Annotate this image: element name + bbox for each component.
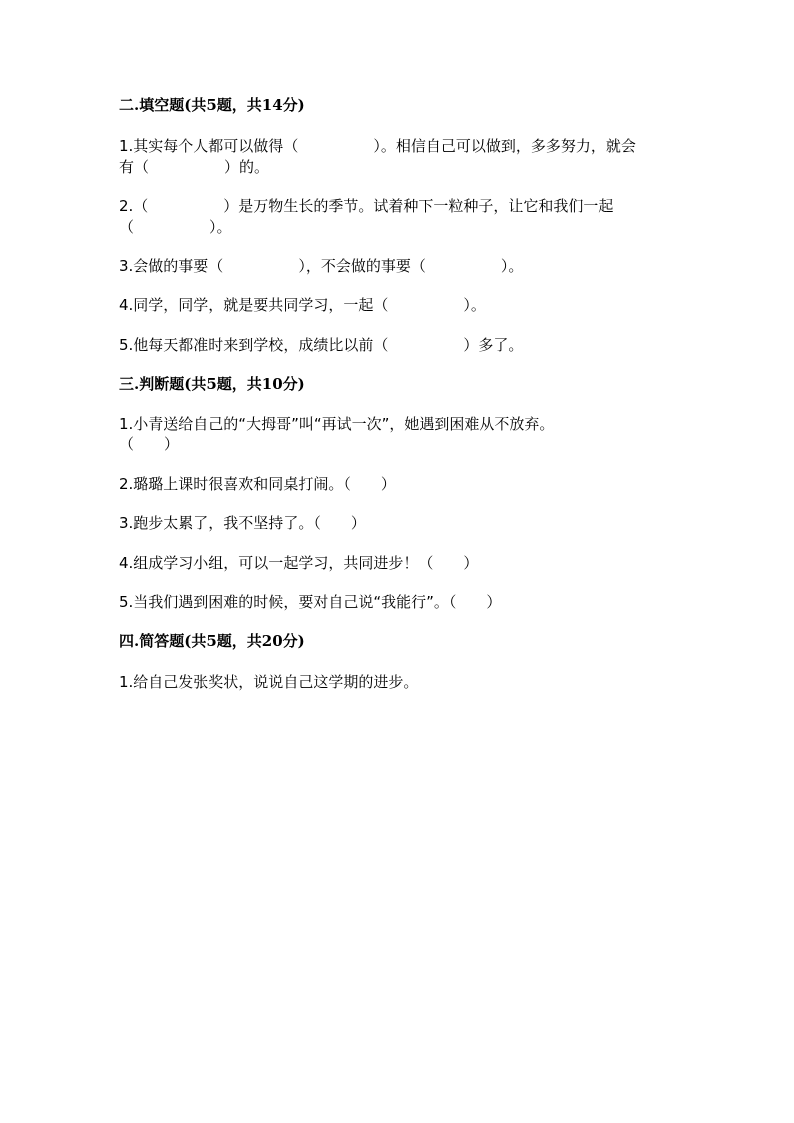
fill-question-2-line-2: （ ）。	[119, 218, 232, 236]
fill-question-1-line-1: 1.其实每个人都可以做得（ ）。相信自己可以做到，多多努力，就会	[119, 137, 636, 155]
judge-question-2: 2.璐璐上课时很喜欢和同桌打闹。（ ）	[119, 475, 396, 493]
fill-question-2-line-1: 2.（ ）是万物生长的季节。试着种下一粒种子，让它和我们一起	[119, 197, 614, 215]
judge-question-1-line-1: 1.小青送给自己的“大拇哥”叫“再试一次”，她遇到困难从不放弃。	[119, 415, 555, 433]
judge-question-5: 5.当我们遇到困难的时候，要对自己说“我能行”。（ ）	[119, 593, 502, 611]
fill-question-4: 4.同学，同学，就是要共同学习，一起（ ）。	[119, 296, 486, 314]
judge-question-4: 4.组成学习小组，可以一起学习，共同进步！（ ）	[119, 554, 479, 572]
fill-question-3: 3.会做的事要（ ），不会做的事要（ ）。	[119, 257, 524, 275]
judge-question-1-line-2: （ ）	[119, 435, 180, 453]
section-heading-fill-in: 二.填空题(共5题，共14分)	[119, 96, 305, 114]
section-heading-true-false: 三.判断题(共5题，共10分)	[119, 375, 305, 393]
fill-question-1-line-2: 有（ ）的。	[119, 158, 270, 176]
fill-question-5: 5.他每天都准时来到学校，成绩比以前（ ）多了。	[119, 336, 524, 354]
judge-question-3: 3.跑步太累了，我不坚持了。（ ）	[119, 514, 366, 532]
short-question-1: 1.给自己发张奖状，说说自己这学期的进步。	[119, 673, 419, 691]
section-heading-short-answer: 四.简答题(共5题，共20分)	[119, 632, 305, 650]
